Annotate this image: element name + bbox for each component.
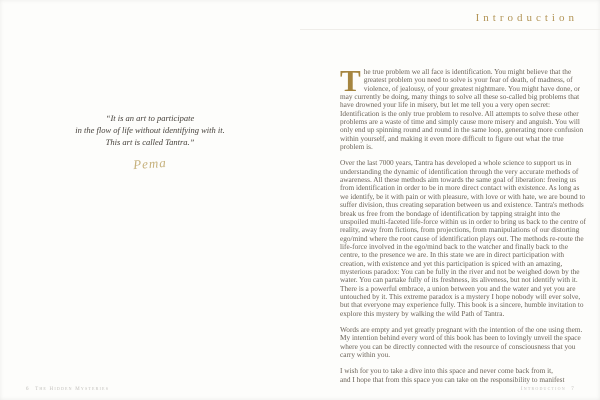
paragraph: Words are empty and yet greatly pregnant with the intention of the one using them. My intention behind every word of this book has been to lovingly unveil the space where you can be directly connected with the resource of consciousness that you carry within you.	[340, 324, 583, 359]
chapter-title: Introduction	[475, 12, 578, 24]
body-text	[340, 63, 586, 384]
right-page-footer	[521, 386, 578, 392]
right-page	[300, 0, 600, 400]
author-signature: Pema	[132, 154, 168, 173]
paragraph-text: he true problem we all face is identification. You might believe that the greatest problem you need to solve is your fear of death, of madness, of violence, of jealousy, of your greatest nightmare. You might have done, or may currently be doing, many things to solve all these so-called big problems that have drowned your life in misery, but let me tell you a very open secret: Identification is the only true problem to resolve. All attempts to solve these other problems are a waste of time and simply cause more misery and anguish. You will only end up spinning round and round in the same loop, generating more confusion within yourself, and making it even more difficult to figure out what the true problem is.	[340, 67, 584, 152]
left-page-footer	[23, 386, 109, 392]
drop-cap: T	[340, 63, 361, 98]
header-rule	[300, 29, 600, 30]
page-number: 7	[571, 387, 575, 392]
quote-line: in the flow of life without identifying with it.	[75, 125, 225, 135]
paragraph	[340, 63, 586, 152]
quote-line: “It is an art to participate	[105, 113, 195, 123]
paragraph: Over the last 7000 years, Tantra has developed a whole science to support us in understanding the dynamic of identification through the very accurate methods of awareness. All these methods aim towards the same goal of liberation: freeing us from identification in order to be in more direct contact with existence. As long as we identify, be it with pain or with pleasure, with love or with hate, we are bound to suffer division, thus creating separation between us and existence. Tantra's methods break us free from the bondage of identification by tapping straight into the unspoiled multi-faceted life-force within us in order to bring us back to the centre of reality, away from fictions, from projections, from manipulations of our distorting ego/mind where the root cause of identification plays out. The methods re-route the life-force involved in the ego/mind back to the watcher and finally back to the centre, to the presence we are. In this state we are in direct participation with creation, with existence and yet this participation is spiced with an amazing, mysterious paradox: You can be fully in the river and not be weighed down by the water. You can partake fully of its freshness, its aliveness, but not identify with it. There is a powerful embrace, a union between you and the water and yet you are untouched by it. This extreme paradox is a mystery I hope nobody will ever solve, but that everyone may experience fully. This book is a sincere, humble invitation to explore this mystery by walking the wild Path of Tantra.	[340, 158, 586, 318]
book-title: The Hidden Mysteries	[35, 387, 110, 392]
paragraph: and I hope that from this space you can take on the responsibility to manifest	[340, 374, 565, 384]
chapter-name: Introduction	[520, 387, 566, 392]
page-number: 6	[26, 387, 30, 392]
pull-quote	[10, 112, 290, 148]
paragraph: I wish for you to take a dive into this space and never come back from it,	[340, 366, 553, 376]
quote-line: This art is called Tantra.”	[105, 137, 195, 147]
